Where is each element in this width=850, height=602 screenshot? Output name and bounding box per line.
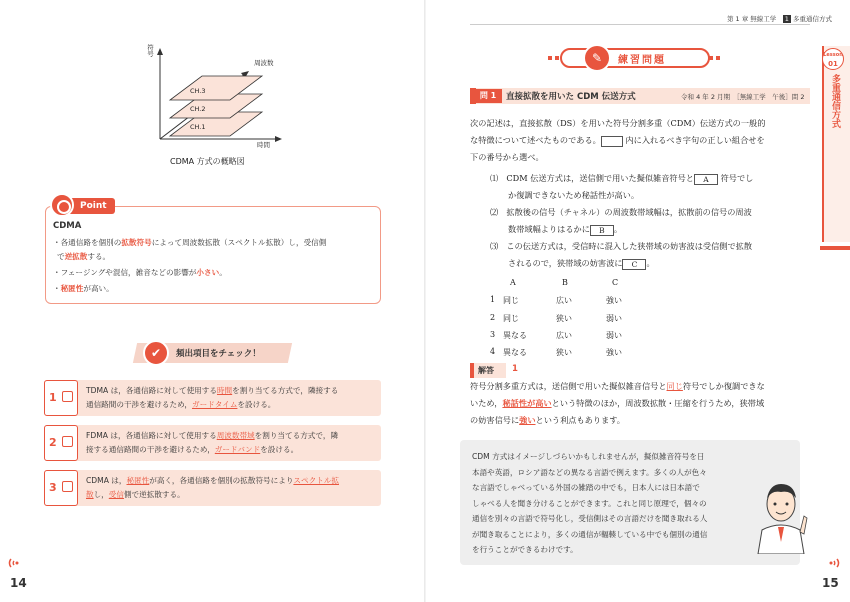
answer-value: 1 [512,364,518,374]
question-title: 直接拡散を用いた CDM 伝送方式 [506,92,636,102]
checkmark-icon: ✔ [143,340,169,366]
statement-3: ⑶ この伝送方式は，受信時に混入した狭帯域の妨害波は受信側で拡散 されるので，狭帯域の妨害波に C 。 [490,241,753,269]
page-number: 15 [822,576,839,590]
checkbox[interactable] [62,436,73,447]
choice-c: 強い [606,296,622,305]
target-icon [50,193,74,217]
blank-b: B [590,225,614,236]
check-text: TDMA は，各通信路に対して使用する時間を割り当てる方式で，隣接する 通信路間の干渉を避けるため，ガードタイムを設ける。 [86,386,339,409]
choice-b: 広い [556,296,572,305]
point-line: ・フェージングや混信，雑音などの影響が小さい。 [53,268,227,277]
point-line: ・各通信路を個別の拡散符号によって周波数拡散（スペクトル拡散）し，受信側 [53,238,327,247]
check-title: 頻出項目をチェック！ [176,349,261,359]
z-axis-label: 周波数 [254,59,274,67]
pencil-icon: ✎ [583,44,611,72]
channel-label: CH.3 [190,87,206,95]
signal-icon [826,556,840,570]
point-title: CDMA [53,221,82,231]
channel-label: CH.2 [190,105,206,113]
statement-2: ⑵ 拡散後の信号（チャネル）の周波数帯域幅は，拡散前の信号の周波 数帯域幅よりはるかに B 。 [490,207,752,235]
answer-explanation: 符号分割多重方式は，送信側で用いた擬似雑音信号と同じ符号でしか復調できな いため，秘話性が高いという特徴のほか，周波数拡散・圧縮を行うため，狭帯域 の妨害信号に強いという利点もあります。 [470,381,765,425]
running-header: 第 1 章 無線工学 1 多重通信方式 [726,15,832,23]
check-text: CDMA は，秘匿性が高く，各通信路を個別の拡散符号によりスペクトル拡 散し，受信側で逆拡散する。 [86,476,339,499]
choice-c: 弱い [606,331,622,340]
choice-a: 同じ [503,296,519,305]
teacher-illustration [752,472,810,554]
point-line: ・秘匿性が高い。 [53,284,114,293]
choice-b: 広い [556,331,572,340]
choice-no: 3 [490,330,496,339]
choice-header: A [510,278,516,287]
choice-header: B [562,278,568,287]
choice-no: 1 [490,295,496,304]
choice-c: 強い [606,348,622,357]
choice-a: 同じ [503,314,519,323]
checkbox[interactable] [62,391,73,402]
choice-a: 異なる [503,331,527,340]
blank-a: A [694,174,718,185]
channel-label: CH.1 [190,123,206,131]
statement-1: ⑴ CDM 伝送方式は，送信側で用いた擬似雑音符号と A 符号でし か復調できないため秘話性が高い。 [490,173,754,200]
choice-b: 狭い [556,314,572,323]
signal-icon [8,556,22,570]
check-text: FDMA は，各通信路に対して使用する周波数帯域を割り当てる方式で，隣 接する通信路間の干渉を避けるため，ガードバンドを設ける。 [86,431,339,454]
blank-box [601,136,623,147]
choice-no: 4 [490,347,496,356]
check-item [44,470,381,506]
point-line: で逆拡散する。 [57,252,111,261]
question-intro: 次の記述は，直接拡散（DS）を用いた符号分割多重（CDM）伝送方式の一般的 な特徴について述べたものである。 内に入れるべき字句の正しい組合せを 下の番号から選べ。 [470,118,766,162]
gutter [424,0,426,602]
y-axis-label: 符号 [146,44,154,57]
check-number: 3 [44,470,78,506]
check-number: 2 [44,425,78,461]
x-axis-label: 時間 [257,141,270,149]
point-tab: Point [58,198,115,214]
choice-b: 狭い [556,348,572,357]
check-number: 1 [44,380,78,416]
page-number: 14 [10,576,27,590]
answer-label: 解答 [470,363,506,378]
choice-header: C [612,278,619,287]
blank-c: C [622,259,646,270]
diagram-caption: CDMA 方式の概略図 [170,157,245,166]
lesson-badge: Lesson 01 [822,48,844,70]
check-item [44,425,381,461]
header-rule [470,24,810,25]
check-item [44,380,381,416]
memo-text: CDM 方式はイメージしづらいかもしれませんが，擬似雑音符号を日 本語や英語，ロシア語などの異なる言語で例えます。多くの人が色々 な言語でしゃべっている外国の雑踏の中でも，日本人には日本語で しゃべる人を聞き分けることができます。これと同じ原理で，個々の 通信を別々の言語で符号化し，受信側はその言語だけを聞き取れる人 が聞き取ることにより，多くの通信が輻輳している中でも個別の通信 を行うことができるわけです。 [472,452,708,554]
choice-c: 弱い [606,314,622,323]
choice-no: 2 [490,313,496,322]
question-meta: 令和 4 年 2 月期 ［無線工学 午後］問 2 [681,93,805,101]
exercise-title: 練習問題 [618,55,666,66]
checkbox[interactable] [62,481,73,492]
choice-a: 異なる [503,348,527,357]
question-label: 問 1 [474,89,502,103]
side-tab-bar [820,246,850,250]
side-tab-label: 多重通信方式 [830,74,840,128]
